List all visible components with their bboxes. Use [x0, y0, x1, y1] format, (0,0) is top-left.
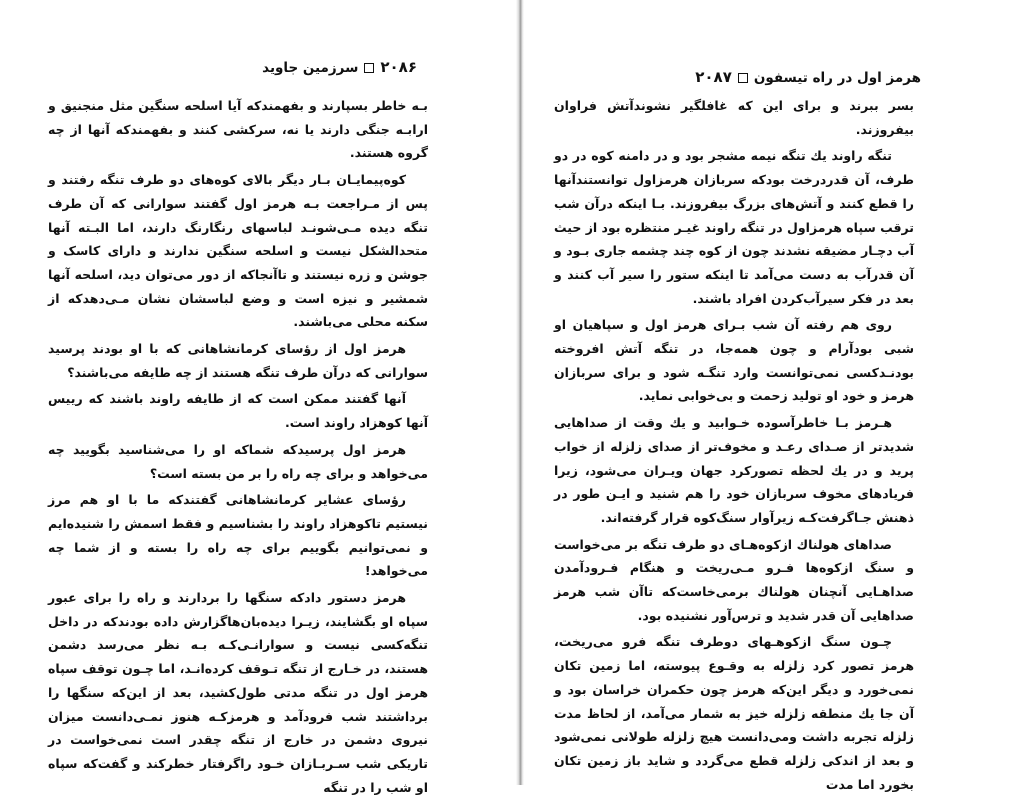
left-page-body [48, 94, 428, 802]
right-page-body [554, 94, 914, 799]
right-page-title: هرمز اول در راه تیسفون [753, 70, 921, 86]
paragraph: چـون سنگ ازکوهـهای دوطرف تنگه فرو می‌ریخت، هرمز تصور کرد زلزله به وقـوع پیوسته، اما زمین تکان نمی‌خورد و دیگر این‌که هرمز چون حکمران خراسان بود و آن جا یك منطقه زلزله خیز به شمار می‌آمد، از لحاظ مدت زلزله تجربه داشت ومی‌دانست هیچ زلزله طولانی نمی‌شود و بعد از اندکی زلزله قطع می‌گردد و شاید باز زمین تکان بخورد اما مدت [554, 634, 914, 792]
header-square-icon [364, 63, 374, 73]
paragraph: هرمز اول از رؤسای کرمانشاهانی که با او بودند پرسید سوارانی که درآن طرف تنگه هستند از چه طایفه می‌باشند؟ [48, 341, 428, 380]
paragraph: رؤسای عشایر کرمانشاهانی گفتندکه ما با او هم مرز نیستیم تاکوهزاد راوند را بشناسیم و فقط اسمش را شنیده‌ایم و نمی‌توانیم بگوییم برای چه راه را بسته و از شما چه می‌خواهد! [48, 492, 428, 579]
paragraph: صداهای هولناك ازکوه‌هـای دو طرف تنگه بر می‌خواست و سنگ ازکوه‌ها فـرو مـی‌ریخت و هنگام فـرودآمدن صداهـایی آنچنان هولناك برمی‌خاست‌که تاآن شب هرمز صداهایی آن قدر شدید و ترس‌آور نشنیده بود. [554, 536, 914, 623]
paragraph: بـه خاطر بسپارند و بفهمندکه آیا اسلحه سنگین مثل منجنیق و ارابـه جنگی دارند یا نه، سرکشی کنند و بفهمندکه آنها از چه گروه هستند. [48, 98, 428, 161]
book-gutter [516, 0, 524, 785]
paragraph: تنگه راوند یك تنگه نیمه مشجر بود و در دامنه کوه در دو طرف، آن قدردرخت بودکه سربازان هرمزاول توانستندآنها را قطع کنند و آتش‌های بزرگ بیفروزند. بـا اینکه درآن شب ترقب سپاه هرمزاول در تنگه راوند غیـر منتظره بود از حیث آب دچـار مضیقه نشدند چون از کوه چند چشمه جاری بـود و آن قدرآب به دست می‌آمد تا اینکه ستور را سیر آب کنند و بعد در فکر سیرآب‌کردن افراد باشند. [554, 148, 914, 306]
right-page [524, 0, 1024, 792]
left-page-header [262, 58, 417, 77]
paragraph: کوه‌پیمایـان بـار دیگر بالای کوه‌های دو طرف تنگه رفتند و پس از مـراجعت بـه هرمز اول گفتند سوارانی که آن طرف تنگه دیده مـی‌شونـد لباسهای رنگارنگ دارند، اما البـته آنها متحدالشکل نیست و اسلحه سنگین ندارند و دارای کاسک و جوشن و زره نیستند و تاآنجاکه از دور می‌توان دید، اسلحه آنها شمشیر و نیزه است و وضع لباسشان نشان مـی‌دهدکه از سکنه محلی می‌باشند. [48, 172, 428, 330]
right-page-number: ۲۰۸۷ [695, 68, 732, 86]
paragraph: روی هم رفته آن شب بـرای هرمز اول و سپاهیان او شبی بودآرام و چون همه‌جا، در تنگه آتش افروخته بودنـدکسی نمی‌توانست وارد تنگـه شود و برای سربازان هرمز و خود او تولید زحمت و بی‌خوابی نماید. [554, 317, 914, 404]
left-page-title: سرزمین جاوید [262, 60, 359, 76]
paragraph: هـرمز بـا خاطرآسوده خـوابید و یك وقت از صداهایی شدیدتر از صـدای رعـد و مخوف‌تر از صدای زلزله از خواب پرید و در یك لحظه تصورکرد جهان ویـران می‌شود، زیرا فریادهای مخوف سربازان خود را هم شنید و ایـن طور در ذهنش جـاگرفت‌کـه زیرآوار سنگ‌کوه قرار گرفته‌اند. [554, 415, 914, 525]
paragraph: هرمز اول پرسیدکه شماکه او را می‌شناسید بگویید چه می‌خواهد و برای چه راه را بر من بسته است؟ [48, 441, 428, 481]
paragraph: آنها گفتند ممکن است که از طایفه راوند باشند که رییس آنها کوهزاد راوند است. [48, 391, 428, 431]
right-page-header [695, 68, 921, 87]
header-square-icon [738, 73, 748, 83]
left-page-number: ۲۰۸۶ [380, 58, 417, 76]
paragraph: بسر ببرند و برای این که غافلگیر نشوندآتش فراوان بیفروزند. [554, 98, 914, 137]
paragraph: هرمز دستور دادکه سنگها را بردارند و راه را برای عبور سپاه او بگشایند، زیـرا دیده‌بان‌هاگزارش داده بودندکه در داخل تنگه‌کسی نیست و سوارانـی‌کـه بـه نظر می‌رسد دشمن هستند، در خـارج از تنگه تـوقف کرده‌انـد، اما چـون توقف سپاه هرمز اول در تنگه مدتی طول‌کشید، بعد از این‌که سنگها را برداشتند شب فرودآمد و هرمزکـه هنوز نمـی‌دانست میزان نیروی دشمن در خارج از تنگه چقدر است نمی‌خواست در تاریکی شب سـربـازان خـود راگرفتار خطرکند و گفت‌که سپاه او شب را در تنگه [48, 590, 428, 795]
